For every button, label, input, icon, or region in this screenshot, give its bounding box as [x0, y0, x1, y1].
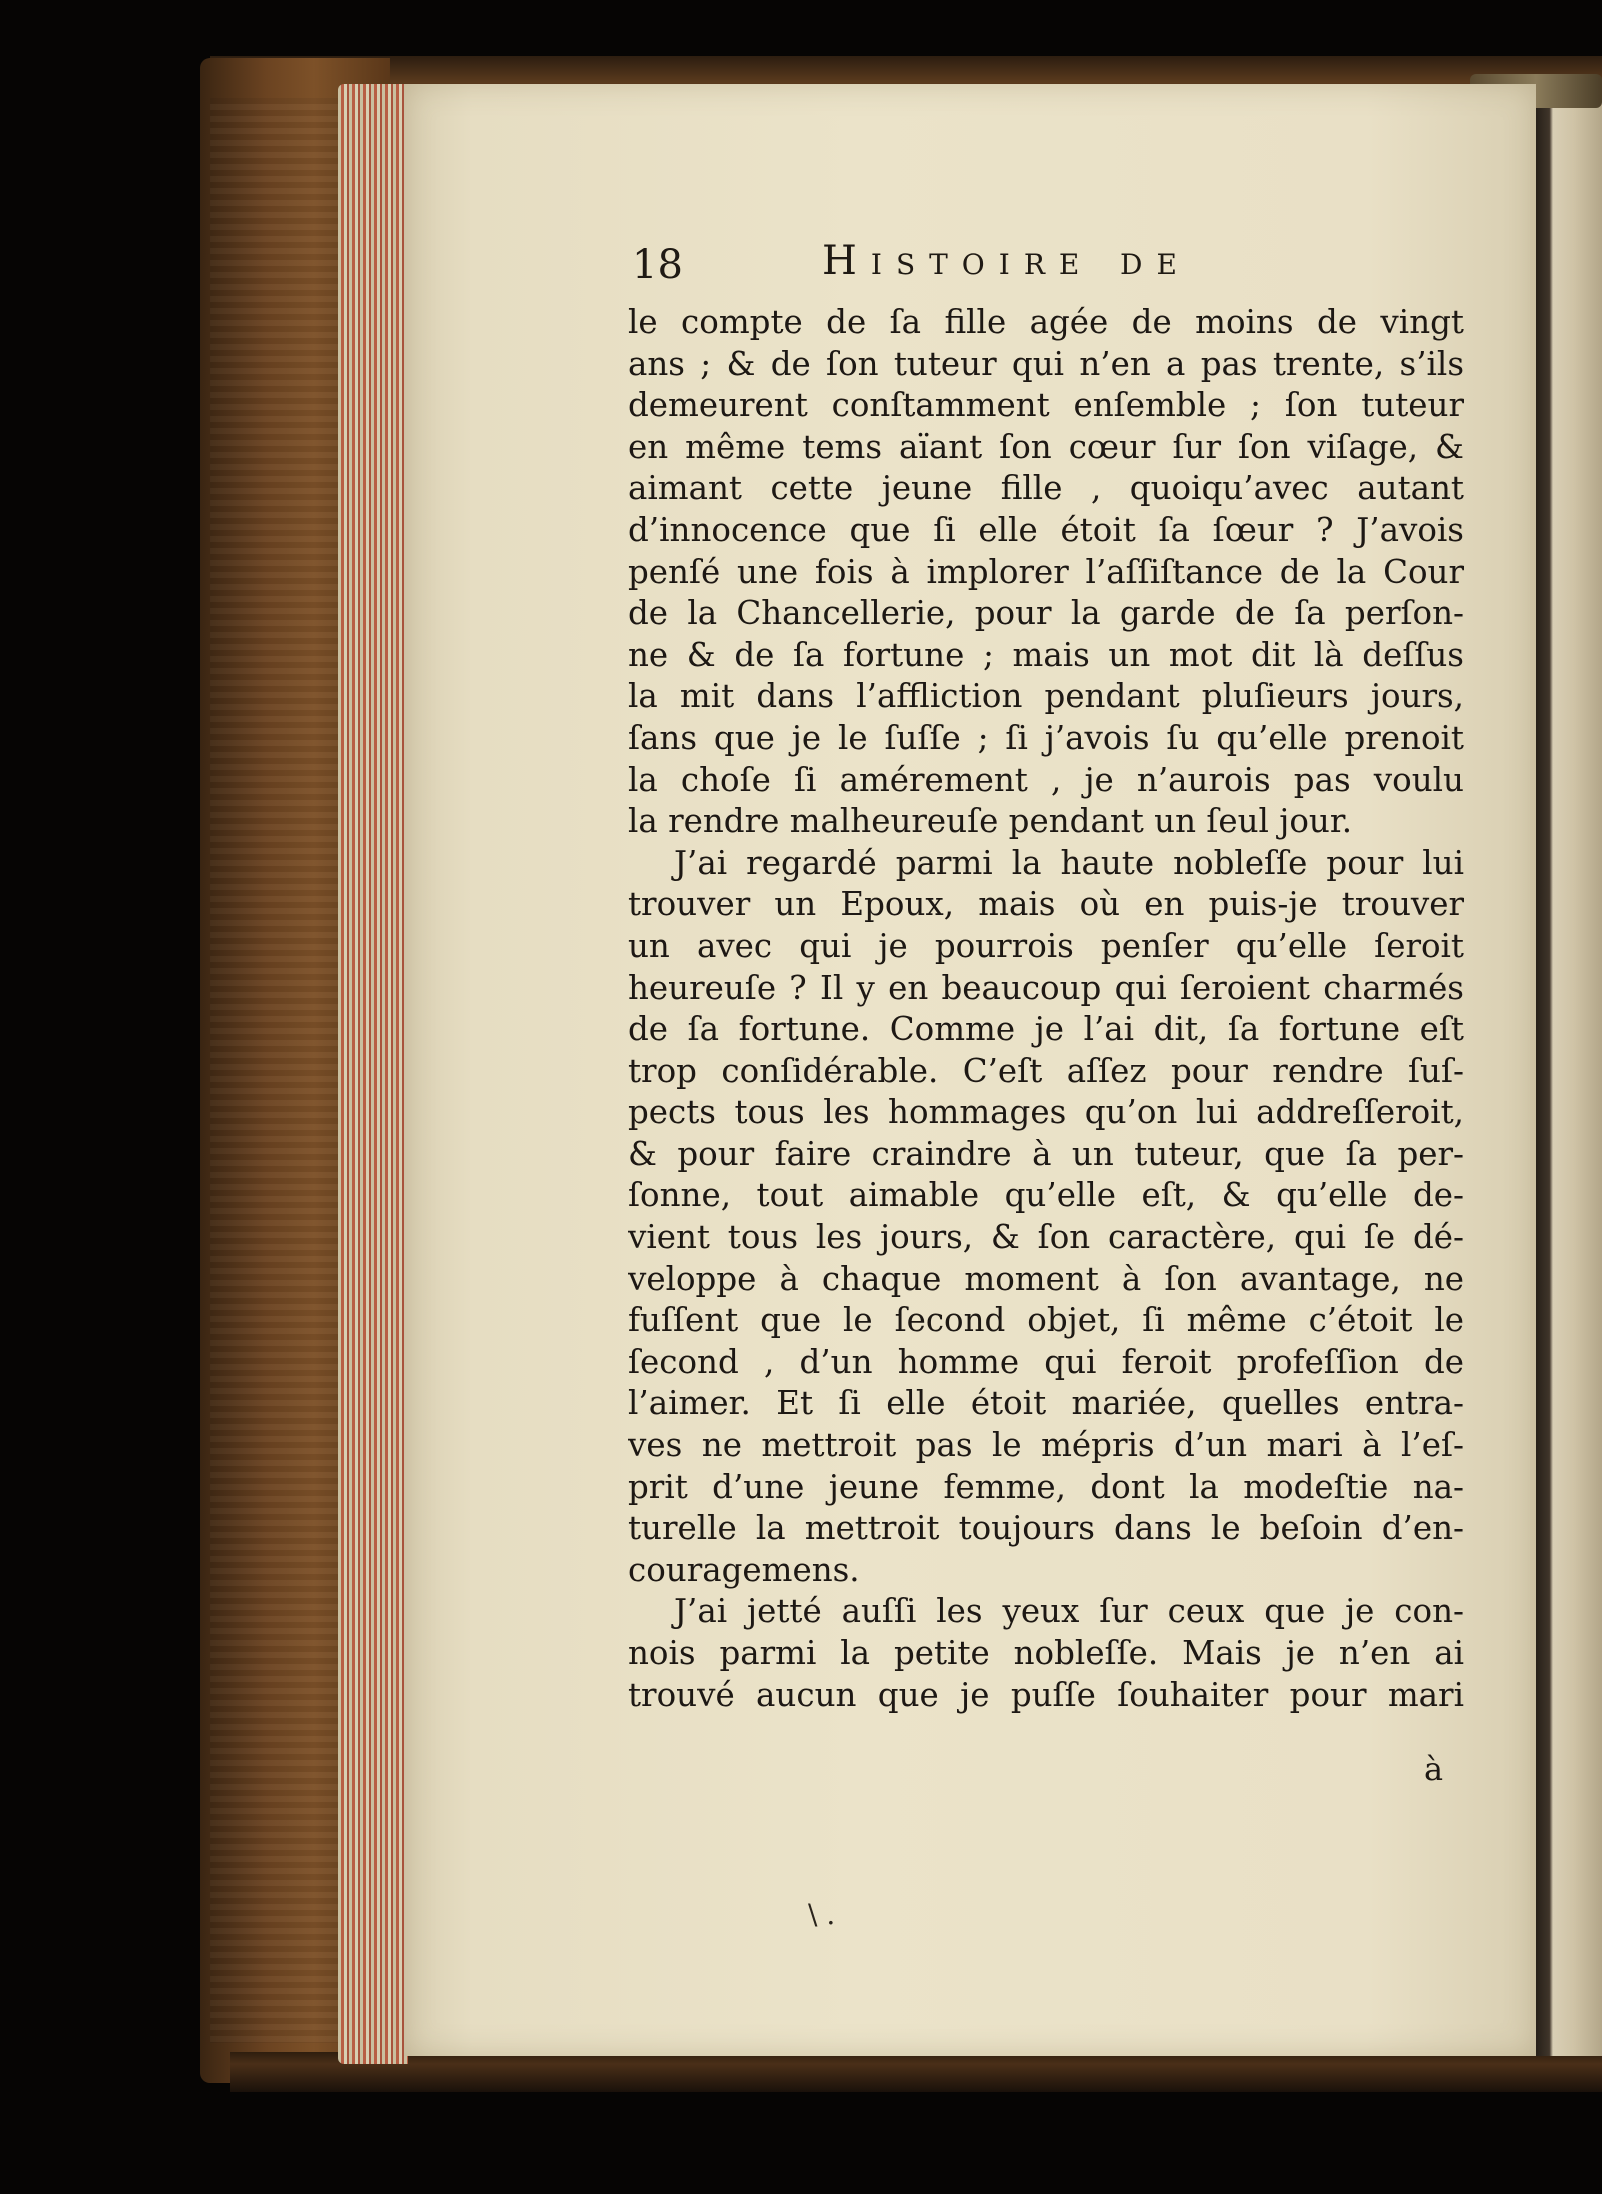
- text-line: ves ne mettroit pas le mépris d’un mari à l’eſ-: [628, 1426, 1464, 1465]
- text-line: couragemens.: [628, 1550, 860, 1589]
- text-line: turelle la mettroit toujours dans le beſoin d’en-: [628, 1509, 1464, 1548]
- catchword: à: [1424, 1750, 1444, 1788]
- text-line: trouver un Epoux, mais où en puis-je trouver: [628, 885, 1464, 924]
- text-line: trop conſidérable. C’eſt aſſez pour rendre ſuſ-: [628, 1051, 1464, 1090]
- text-line: ſans que je le ſuſſe ; ſi j’avois ſu qu’elle prenoit: [628, 718, 1464, 757]
- text-line: ſonne, tout aimable qu’elle eſt, & qu’elle de-: [628, 1176, 1464, 1215]
- stray-ink-mark: \ .: [808, 1898, 836, 1931]
- text-line: la choſe ſi amérement , je n’aurois pas voulu: [628, 760, 1464, 799]
- text-line: en même tems aïant ſon cœur ſur ſon viſage, &: [628, 427, 1464, 466]
- text-line: ſecond , d’un homme qui feroit profeſſion de: [628, 1342, 1464, 1381]
- text-line: le compte de ſa fille agée de moins de vingt: [628, 303, 1464, 341]
- text-line: la mit dans l’affliction pendant pluſieurs jours,: [628, 677, 1464, 716]
- text-line: veloppe à chaque moment à ſon avantage, ne: [628, 1259, 1464, 1298]
- text-line: aimant cette jeune fille , quoiqu’avec autant: [628, 469, 1464, 508]
- text-line: l’aimer. Et ſi elle étoit mariée, quelles entra-: [628, 1384, 1464, 1423]
- running-title: Histoire de: [822, 238, 1191, 284]
- text-line: demeurent conſtamment enſemble ; ſon tuteur: [628, 386, 1464, 425]
- text-line: pects tous les hommages qu’on lui addreſſeroit,: [628, 1093, 1464, 1132]
- text-line: la rendre malheureuſe pendant un ſeul jour.: [628, 802, 1353, 841]
- text-line: un avec qui je pourrois penſer qu’elle ſeroit: [628, 926, 1464, 965]
- red-page-edges: [338, 84, 408, 2064]
- text-line: J’ai jetté auſſi les yeux ſur ceux que je con-: [674, 1592, 1464, 1631]
- text-line: de ſa fortune. Comme je l’ai dit, ſa fortune eſt: [628, 1010, 1464, 1049]
- body-text: [628, 302, 1464, 1716]
- page-header: [632, 238, 1432, 292]
- cover-bottom-edge: [230, 2052, 1602, 2092]
- text-line: ne & de ſa fortune ; mais un mot dit là deſſus: [628, 635, 1464, 674]
- text-line: prit d’une jeune femme, dont la modeſtie na-: [628, 1467, 1464, 1506]
- text-line: vient tous les jours, & ſon caractère, qui ſe dé-: [628, 1218, 1464, 1257]
- text-line: & pour faire craindre à un tuteur, que ſa per-: [628, 1134, 1464, 1173]
- text-line: de la Chancellerie, pour la garde de ſa perſon-: [628, 594, 1464, 633]
- facing-page-edge: [1532, 96, 1602, 2056]
- text-line: fuſſent que le ſecond objet, ſi même c’étoit le: [628, 1301, 1464, 1340]
- text-line: nois parmi la petite nobleſſe. Mais je n’en ai: [628, 1634, 1464, 1672]
- text-line: heureuſe ? Il y en beaucoup qui ſeroient charmés: [628, 968, 1464, 1007]
- text-line: d’innocence que ſi elle étoit ſa ſœur ? J’avois: [628, 510, 1464, 549]
- text-line: trouvé aucun que je puſſe ſouhaiter pour mari: [628, 1675, 1464, 1714]
- text-line: J’ai regardé parmi la haute nobleſſe pour lui: [674, 843, 1464, 882]
- text-line: penſé une fois à implorer l’aſſiſtance de la Cour: [628, 552, 1464, 591]
- page-number: 18: [632, 242, 683, 288]
- text-line: ans ; & de ſon tuteur qui n’en a pas trente, s’ils: [628, 344, 1464, 383]
